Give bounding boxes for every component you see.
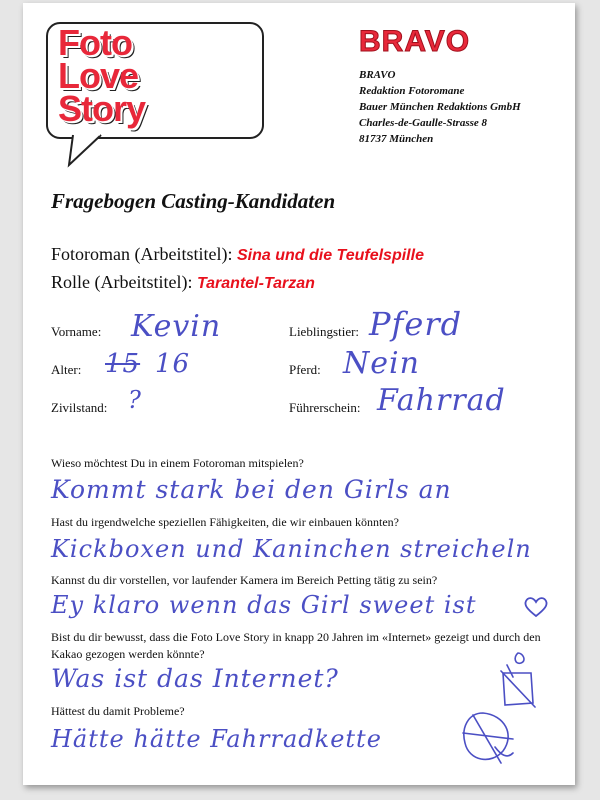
rolle-label: Rolle (Arbeitstitel): [51,272,193,292]
form-title: Fragebogen Casting-Kandidaten [51,189,336,213]
vorname-label: Vorname: [51,324,102,339]
logo-line-1: Foto [58,22,132,63]
question-4: Bist du dir bewusst, dass die Foto Love Story in knapp 20 Jahren im «Internet» gezeigt und durch den Kakao gezogen werden könnte? [51,630,541,661]
alter-struck-value: 15 [105,349,141,379]
question-3: Kannst du dir vorstellen, vor laufender Kamera im Bereich Petting tätig zu sein? [51,573,438,587]
editorial-address [359,67,521,147]
fuehrerschein-value: Fahrrad [377,383,506,418]
zivilstand-label: Zivilstand: [51,400,108,415]
answer-3: Ey klaro wenn das Girl sweet ist [51,591,477,619]
answer-2: Kickboxen und Kaninchen streicheln [51,535,532,563]
logo-line-3: Story [58,88,146,129]
address-line: Bauer München Redaktions GmbH [359,101,521,113]
address-line: Charles-de-Gaulle-Strasse 8 [359,117,488,129]
alter-label: Alter: [51,362,82,377]
lieblingstier-label: Lieblingstier: [289,324,360,339]
alter-value: 16 [155,349,191,379]
answer-5: Hätte hätte Fahrradkette [51,725,382,753]
logo-line-2: Love [58,55,139,96]
rolle-value: Tarantel-Tarzan [196,275,315,292]
pferd-value: Nein [343,346,420,381]
address-line: 81737 München [359,133,434,145]
questionnaire-sheet [23,3,575,785]
lieblingstier-value: Pferd [369,305,463,343]
fotoroman-row [51,244,424,265]
answer-4: Was ist das Internet? [51,664,339,693]
heart-icon [523,595,549,619]
question-1: Wieso möchtest Du in einem Fotoroman mitspielen? [51,456,304,470]
scribble-doodle-icon [443,643,563,783]
fotoroman-value: Sina und die Teufelspille [236,247,424,264]
question-5: Hättest du damit Probleme? [51,704,185,718]
question-2: Hast du irgendwelche speziellen Fähigkeiten, die wir einbauen könnten? [51,515,399,529]
answer-1: Kommt stark bei den Girls an [51,475,452,504]
address-line: Redaktion Fotoromane [359,85,465,97]
address-line: BRAVO [359,69,396,81]
bravo-logo: BRAVO [359,25,471,58]
fuehrerschein-label: Führerschein: [289,400,361,415]
fotoroman-label: Fotoroman (Arbeitstitel): [51,244,233,264]
rolle-row [51,272,315,293]
zivilstand-value: ? [128,386,142,414]
vorname-value: Kevin [131,309,222,344]
pferd-label: Pferd: [289,362,321,377]
speech-bubble-tail-icon [23,3,123,173]
